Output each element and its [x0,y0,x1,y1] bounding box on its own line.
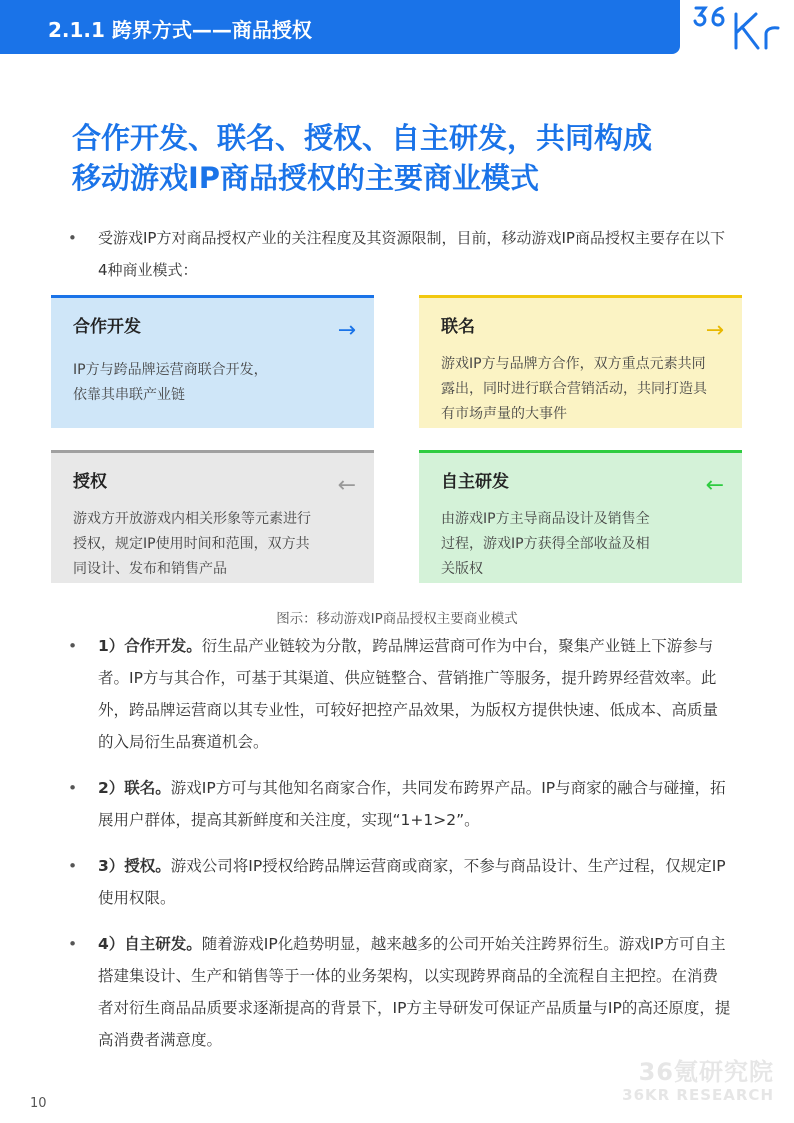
main-title [72,118,762,198]
card-body: 游戏方开放游戏内相关形象等元素进行授权，规定IP使用时间和范围，双方共同设计、发布和销售产品 [73,511,311,577]
point-heading: 3）授权。 [98,857,171,875]
arrow-right-icon: → [705,318,724,343]
bullet-icon: • [68,229,77,247]
card-title: 自主研发 [441,472,509,492]
intro-paragraph [68,222,732,286]
card-body: IP方与跨品牌运营商联合开发，依靠其串联产业链 [73,362,268,403]
main-title-line-2: 移动游戏IP商品授权的主要商业模式 [72,161,540,195]
arrow-left-icon: ← [705,473,724,498]
intro-text: 受游戏IP方对商品授权产业的关注程度及其资源限制，目前，移动游戏IP商品授权主要存在以下4种商业模式： [98,229,725,279]
card-licensing [51,450,374,583]
list-item [68,928,732,1056]
point-text: 游戏公司将IP授权给跨品牌运营商或商家，不参与商品设计、生产过程，仅规定IP使用权限。 [98,857,726,907]
card-body: 由游戏IP方主导商品设计及销售全过程，游戏IP方获得全部收益及相关版权 [441,511,650,577]
card-collaboration [419,295,742,428]
bullet-icon: • [68,935,78,953]
watermark [622,1058,774,1104]
bullet-icon: • [68,779,78,797]
arrow-left-icon: ← [337,473,356,498]
card-self-development [419,450,742,583]
point-heading: 2）联名。 [98,779,171,797]
point-text: 随着游戏IP化趋势明显，越来越多的公司开始关注跨界衍生。游戏IP方可自主搭建集设计、生产和销售等于一体的业务架构，以实现跨界商品的全流程自主把控。在消费者对衍生商品品质要求逐渐提高的背景下，IP方主导研发可保证产品质量与IP的高还原度，提高消费者满意度。 [98,935,731,1049]
point-heading: 1）合作开发。 [98,637,202,655]
bullet-icon: • [68,857,78,875]
36kr-logo [690,2,794,52]
watermark-cn: 36氪研究院 [638,1058,774,1086]
card-co-development [51,295,374,428]
business-model-points [68,630,732,1070]
bullet-icon: • [68,637,78,655]
list-item [68,772,732,836]
point-text: 游戏IP方可与其他知名商家合作，共同发布跨界产品。IP与商家的融合与碰撞，拓展用户群体，提高其新鲜度和关注度，实现“1+1>2”。 [98,779,726,829]
point-heading: 4）自主研发。 [98,935,202,953]
card-body: 游戏IP方与品牌方合作，双方重点元素共同露出，同时进行联合营销活动，共同打造具有市场声量的大事件 [441,356,707,422]
arrow-right-icon: → [337,318,356,343]
main-title-line-1: 合作开发、联名、授权、自主研发，共同构成 [72,121,653,155]
section-header-bar [0,0,680,54]
card-title: 授权 [73,472,107,492]
point-text: 衍生品产业链较为分散，跨品牌运营商可作为中台，聚集产业链上下游参与者。IP方与其合作，可基于其渠道、供应链整合、营销推广等服务，提升跨界经营效率。此外，跨品牌运营商以其专业性，可较好把控产品效果，为版权方提供快速、低成本、高质量的入局衍生品赛道机会。 [98,637,719,751]
card-title: 合作开发 [73,317,141,337]
figure-caption: 图示：移动游戏IP商品授权主要商业模式 [276,611,518,627]
card-title: 联名 [441,317,475,337]
section-title: 2.1.1 跨界方式——商品授权 [48,18,312,42]
list-item [68,630,732,758]
page-number: 10 [30,1096,47,1111]
list-item [68,850,732,914]
watermark-en: 36KR RESEARCH [622,1086,774,1104]
